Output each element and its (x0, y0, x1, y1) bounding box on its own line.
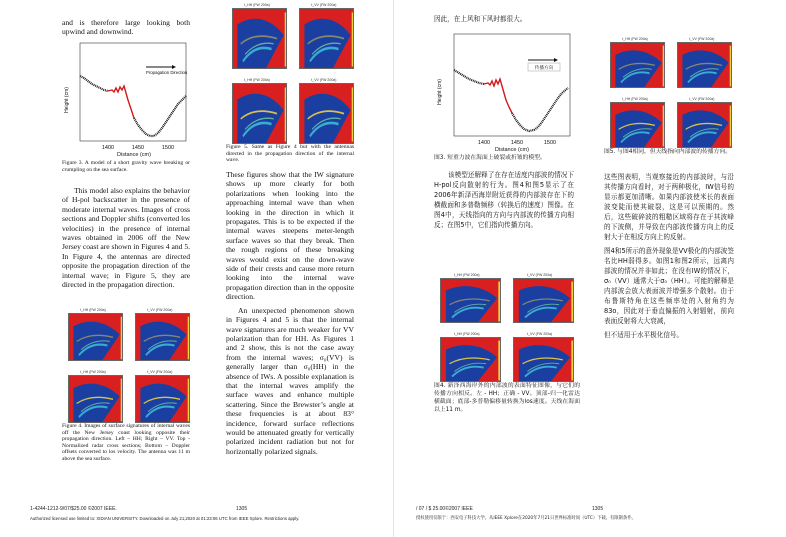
panel-title: t_VV (FW 200a) (147, 370, 173, 374)
panel-title: t_VV (FW 200a) (311, 78, 337, 82)
radar-image-panel (677, 102, 732, 148)
x-axis-label: Distance (cm) (117, 152, 151, 158)
radar-image-panel (440, 278, 501, 323)
left-col2-text (226, 170, 354, 460)
panel-title: t_HH (FW 200a) (454, 332, 480, 336)
right-footer-license: 授权使用仅限于：西安电子科技大学。从IEEE Xplore在2020年7月21日世界标准时间（UTC）下载。有限制条件。 (416, 516, 636, 521)
radar-image-panel (440, 337, 501, 382)
panel-title: t_VV (FW 200a) (689, 97, 715, 101)
x-tick-1450: 1450 (131, 145, 145, 151)
radar-image-panel (232, 83, 287, 144)
figure-5-cn-image-grid (604, 36, 732, 146)
panel-title: t_HH (FW 200a) (622, 37, 648, 41)
panel-title: t_HH (FW 200a) (80, 308, 106, 312)
radar-image-panel (610, 102, 665, 148)
x-tick-1500: 1500 (161, 145, 175, 151)
left-col1-top-text: and is therefore large looking both upwind and downwind. (62, 18, 190, 37)
right-col1-top: 因此，在上风和下风时都很大。 (434, 15, 527, 23)
arrow-label: Propagation Direction (146, 70, 188, 75)
right-col2-paragraph-2: 图4和5所示的意外现象是VV极化的内部波签名比HH弱得多。如图1和图2所示，远离内部波的情况并非如此；在没有IW的情况下，σ₀（VV）通常大于σ₀（HH）。可能的解释是内部波会放大表面波并增强多个散射。由于布鲁斯特角在这些频率处的入射角约为83o，因此对于垂直偏振的入射辐射，前向表面反射将大大衰减， (604, 247, 734, 325)
x-axis-label-cn: Distance (cm) (495, 147, 529, 152)
radar-image-panel (677, 42, 732, 88)
figure-3-wave-plot (62, 40, 190, 158)
right-footer-page: 1305 (592, 506, 604, 512)
x-tick-1450-cn: 1450 (510, 140, 524, 146)
radar-image-panel (135, 375, 190, 423)
panel-title: t_VV (FW 200a) (527, 332, 553, 336)
left-col2-paragraph-1: These figures show that the IW signature shows up more clearly for both polarizations when looking into the approaching internal wave than when looking in the direction in which it propagates. This is to be expected if the internal waves steepens meter-length surface waves so that they break. Then the rough regions of these breaking waves would exist on the down-wave side of their crests and cause more return looking into the internal wave propagation direction than in the opposite direction. (226, 170, 354, 302)
panel-title: t_HH (FW 200a) (244, 78, 270, 82)
y-axis-label: Height (cm) (64, 87, 70, 113)
x-tick-1400: 1400 (101, 145, 115, 151)
radar-image-panel (135, 313, 190, 361)
figure-3-cn-wave-plot (434, 30, 574, 152)
radar-image-panel (299, 83, 354, 144)
y-axis-label-cn: Height (cm) (437, 79, 443, 105)
left-footer-copyright: 1-4244-1212-9/07/$25.00 ©2007 IEEE. (30, 506, 117, 512)
right-col2-paragraph-3: 但不适用于水平极化信号。 (604, 331, 684, 339)
panel-title: t_HH (FW 200a) (454, 273, 480, 277)
x-tick-1500-cn: 1500 (543, 140, 557, 146)
left-col1-top (62, 18, 190, 41)
wave-plot-cn-svg (434, 30, 574, 152)
panel-title: t_HH (FW 200a) (244, 3, 270, 7)
left-footer-page: 1305 (236, 506, 248, 512)
figure-3-cn-caption: 图3. 短重力波在海面上破裂或折皱的模型。 (434, 155, 546, 161)
panel-title: t_VV (FW 200a) (147, 308, 173, 312)
figure-4-image-grid (62, 307, 190, 421)
radar-image-panel (610, 42, 665, 88)
figure-5-cn-caption: 图5. 与图4相同，但天线指向内部波的传播方向。 (604, 149, 731, 155)
panel-title: t_VV (FW 200a) (311, 3, 337, 7)
left-col1-paragraph: This model also explains the behavior of H-pol backscatter in the presence of moderate internal waves. Images of cross sections and Doppler shifts (converted los velocities) in the presence of internal waves obtained in 2006 off the New Jersey coast are shown in Figures 4 and 5. In Figure 4, the antennas are directed opposite the propagation direction of the internal wave; in Figure 5, they are directed in the propagation direction. (62, 186, 191, 290)
right-footer-copyright: / 07 / $ 25.00©2007 IEEE (416, 506, 473, 512)
figure-3-caption: Figure 3. A model of a short gravity wave breaking or crumpling on the sea surface. (62, 160, 190, 173)
radar-image-panel (513, 278, 574, 323)
x-tick-1400-cn: 1400 (477, 140, 491, 146)
radar-image-panel (513, 337, 574, 382)
right-col1-paragraph: 该模型还解释了在存在适度内部波的情况下H-pol反向散射的行为。图4和图5显示了在2006年新泽西海岸附近获得的内部波存在下的横截面和多普勒频移（转换后的速度）图像。在图4中，天线指向的方向与内部波的传播方向相反；在图5中，它们指向传播方向。 (434, 171, 574, 229)
left-col2-paragraph-2: An unexpected phenomenon shown in Figures 4 and 5 is that the internal wave signatures are much weaker for VV polarization than for HH. As Figures 1 and 2 show, this is not the case away from the internal waves; σ₀(VV) is generally larger than σ₀(HH) in the absence of IWs. A possible explanation is that the internal waves amplify the surface waves and enhance multiple scattering. Since the Brewster’s angle at these frequencies is at about 83° incidence, forward surface reflections would be attenuated greatly for vertically polarized incident radiation but not for horizontally polarized signals. (226, 305, 354, 456)
figure-4-cn-caption: 图4. 新泽西海岸外的内部波的表面特征图像，与它们的传播方向相反。左 - HH；正确 - VV。顶部-归一化雷达横截面；底部-多普勒偏移量转换为los速度。天线在海面以上11 m。 (434, 383, 580, 413)
chinese-page (393, 0, 786, 537)
radar-image-panel (68, 375, 123, 423)
right-col2-paragraph-1: 这些图表明，当观察接近的内部波时，与沿其传播方向看时，对于两种极化，IW信号的显示都更加清晰。如果内部波使米长的表面波变陡而使其破裂，这是可以预期的。然后，这些破碎波的粗糙区域将存在于其波峰的下波侧，并导致在内部波传播方向上的反射大于在相反方向上的反射。 (604, 173, 734, 241)
arrow-label-cn: 传播方向 (534, 66, 554, 71)
radar-image-panel (232, 8, 287, 69)
radar-image-panel (68, 313, 123, 361)
figure-4-cn-image-grid (434, 272, 574, 380)
left-footer-license: Authorized licensed use limited to: XIDIAN UNIVERSITY. Downloaded on July 21,2020 at 01:23:06 UTC from IEEE Xplore. Restrictions apply. (30, 516, 300, 521)
figure-5-caption: Figure 5. Same as Figure 4 but with the antennas directed in the propagation direction of the internal wave. (226, 144, 354, 164)
right-col2-text (604, 172, 734, 344)
panel-title: t_HH (FW 200a) (622, 97, 648, 101)
radar-image-panel (299, 8, 354, 69)
panel-title: t_VV (FW 200a) (689, 37, 715, 41)
panel-title: t_HH (FW 200a) (80, 370, 106, 374)
figure-5-image-grid (226, 2, 354, 142)
panel-title: t_VV (FW 200a) (527, 273, 553, 277)
figure-4-caption: Figure 4. Images of surface signatures of internal waves off the New Jersey coast looking opposite their propagation direction. Left – HH; Right – VV. Top - Normalized radar cross sections; Bottom – Doppler offsets converted to los velocity. The antenna was 11 m above the sea surface. (62, 423, 190, 462)
wave-plot-svg (62, 40, 190, 158)
